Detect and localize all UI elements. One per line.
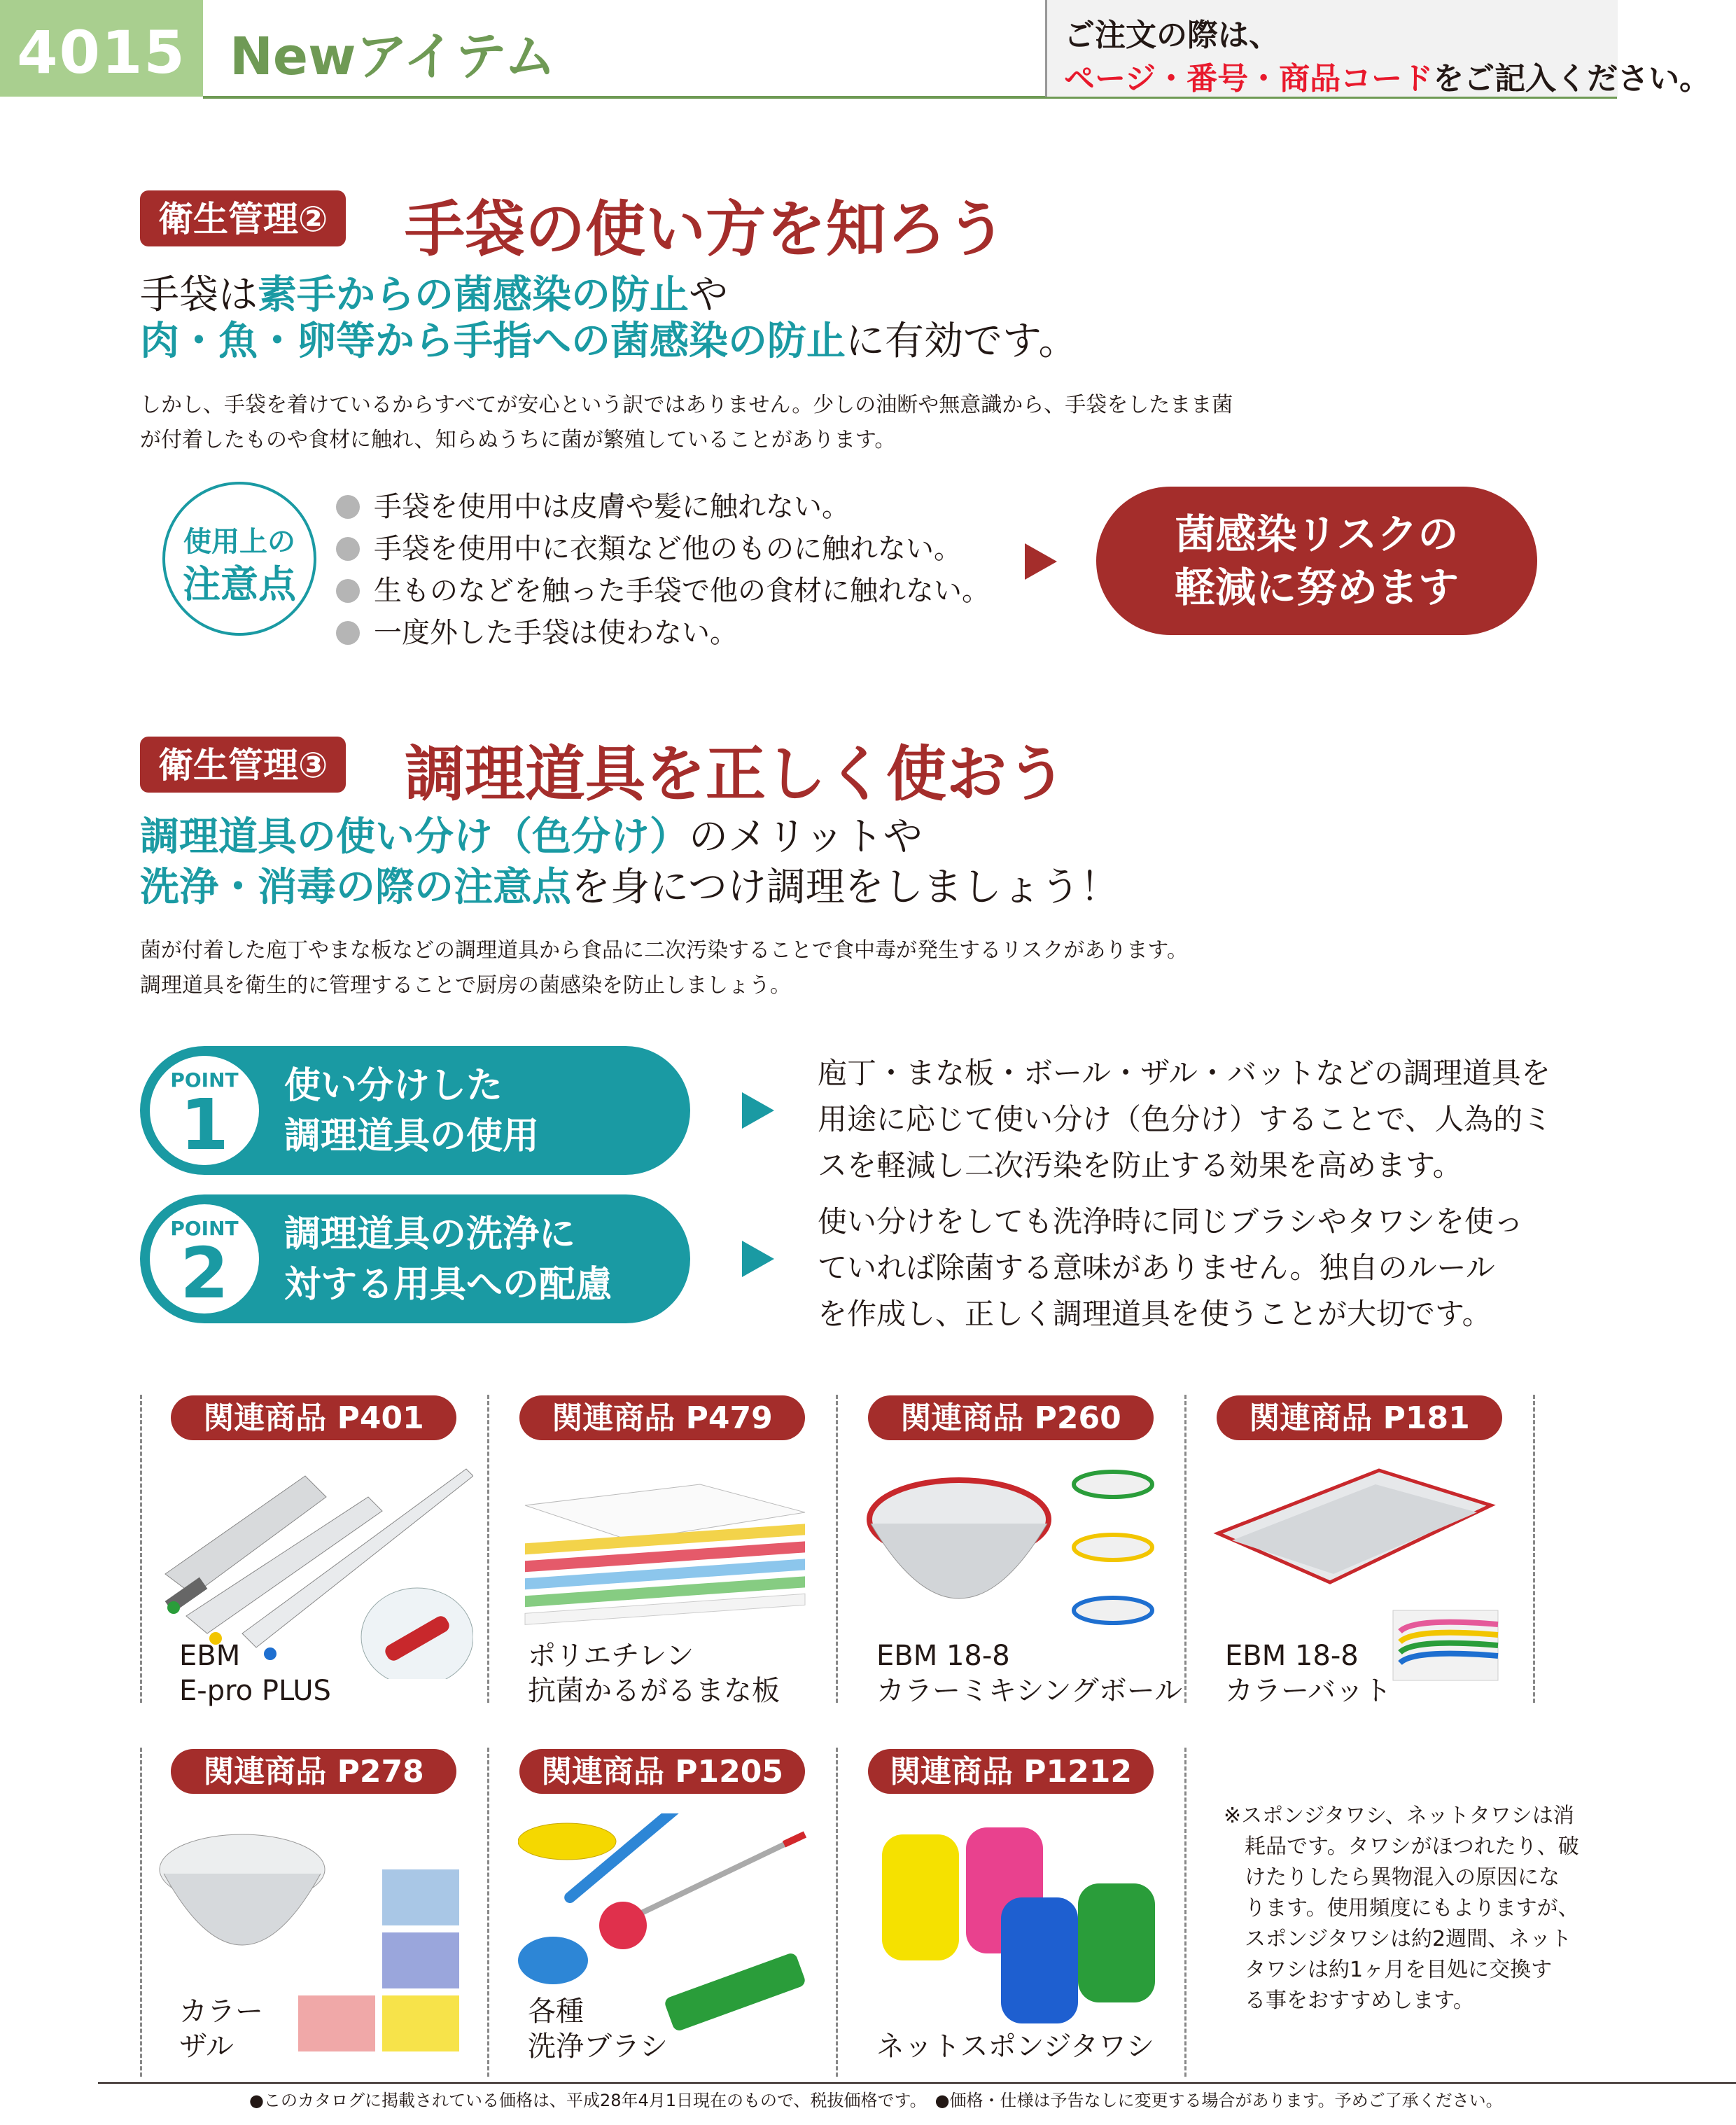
point-1-title-line1: 使い分けした xyxy=(284,1065,503,1107)
product-name: ネットスポンジタワシ xyxy=(876,2030,1154,2063)
product-name: ポリエチレン 抗菌かるがるまな板 xyxy=(528,1640,780,1707)
related-product-p181[interactable]: 関連商品 P181 xyxy=(1217,1395,1502,1440)
gloves-body-line1: しかし、手袋を着けているからすべてが安心という訳ではありません。少しの油断や無意識から、手袋をしたまま菌 xyxy=(140,393,1233,417)
product-name: 各種 洗浄ブラシ xyxy=(528,1995,668,2063)
section-heading-gloves: 手袋の使い方を知ろう xyxy=(405,194,1007,265)
grid-divider xyxy=(836,1395,838,1703)
point-1-number: 1 xyxy=(180,1084,229,1166)
section-badge-hygiene-2: 衛生管理② xyxy=(140,190,346,246)
footer-note: ●このカタログに掲載されている価格は、平成28年4月1日現在のもので、税抜価格です。 ●価格・仕様は予告なしに変更する場合があります。予めご了承ください。 xyxy=(249,2091,1503,2110)
order-note-highlight: ページ・番号・商品コード xyxy=(1064,61,1434,97)
point-1-label: POINT xyxy=(170,1068,239,1092)
gloves-body-line2: が付着したものや食材に触れ、知らぬうちに菌が繁殖していることがあります。 xyxy=(140,428,896,452)
bullet-dot-icon xyxy=(336,495,360,519)
section-title: Newアイテム xyxy=(230,27,556,87)
related-product-p1212[interactable]: 関連商品 P1212 xyxy=(868,1749,1154,1794)
sponge-footnote: ※スポンジタワシ、ネットタワシは消 耗品です。タワシがほつれたり、破 けたりしたら異物混入の原因にな ります。使用頻度にもよりますが、 スポンジタワシは約2週間、ネット タワシは約1ヶ月を目処に交換す る事をおすすめします。 xyxy=(1224,1804,1579,2013)
point-2-title-line2: 対する用具への配慮 xyxy=(284,1264,612,1306)
usage-notes-label-main: 注意点 xyxy=(183,562,296,606)
tools-lead-line1: 調理道具の使い分け（色分け）のメリットや xyxy=(140,814,923,860)
point-2-title-line1: 調理道具の洗浄に xyxy=(284,1213,576,1255)
grid-divider xyxy=(487,1748,489,2077)
arrow-right-icon xyxy=(742,1241,774,1277)
list-item: 生ものなどを触った手袋で他の食材に触れない。 xyxy=(336,570,990,612)
product-name: EBM 18-8 カラーミキシングボール xyxy=(876,1640,1182,1707)
list-item: 手袋を使用中に衣類など他のものに触れない。 xyxy=(336,528,990,570)
tools-lead-line2: 洗浄・消毒の際の注意点を身につけ調理をしましょう！ xyxy=(140,865,1119,910)
product-name: EBM 18-8 カラーバット xyxy=(1225,1640,1392,1707)
tools-body-line1: 菌が付着した庖丁やまな板などの調理道具から食品に二次汚染することで食中毒が発生するリスクがあります。 xyxy=(140,938,1188,963)
bullet-dot-icon xyxy=(336,579,360,603)
risk-line2: 軽減に努めます xyxy=(1174,564,1459,611)
list-item: 手袋を使用中は皮膚や髪に触れない。 xyxy=(336,486,990,528)
grid-divider xyxy=(836,1748,838,2077)
bullet-dot-icon xyxy=(336,537,360,561)
net-sponge-image xyxy=(868,1813,1162,2030)
risk-line1: 菌感染リスクの xyxy=(1175,510,1459,558)
order-note-line1: ご注文の際は、 xyxy=(1064,18,1280,53)
section-heading-tools: 調理道具を正しく使おう xyxy=(405,739,1067,809)
mixing-bowl-image xyxy=(861,1463,1162,1645)
gloves-lead-line1: 手袋は素手からの菌感染の防止や xyxy=(140,272,728,318)
section-badge-hygiene-3: 衛生管理③ xyxy=(140,737,346,793)
point-2-label: POINT xyxy=(170,1217,239,1240)
list-item: 一度外した手袋は使わない。 xyxy=(336,612,990,654)
cutting-board-stack-image xyxy=(518,1477,812,1631)
grid-divider xyxy=(1184,1395,1186,1703)
arrow-right-icon xyxy=(742,1092,774,1129)
grid-divider xyxy=(140,1395,142,1703)
grid-divider xyxy=(1184,1748,1186,2077)
related-product-p401[interactable]: 関連商品 P401 xyxy=(171,1395,456,1440)
product-name: EBM E-pro PLUS xyxy=(179,1640,331,1707)
related-product-p260[interactable]: 関連商品 P260 xyxy=(868,1395,1154,1440)
order-note-tail: をご記入ください。 xyxy=(1433,61,1711,97)
arrow-right-icon xyxy=(1025,543,1057,580)
order-note-line2 xyxy=(1064,53,1710,98)
point-1-description: 庖丁・まな板・ボール・ザル・バットなどの調理道具を 用途に応じて使い分け（色分け）することで、人為的ミ スを軽減し二次汚染を防止する効果を高めます。 xyxy=(818,1056,1553,1183)
product-name: カラー ザル xyxy=(179,1995,263,2063)
grid-divider xyxy=(1533,1395,1535,1703)
related-product-p278[interactable]: 関連商品 P278 xyxy=(171,1749,456,1794)
page-number: 4015 xyxy=(0,0,203,97)
related-product-p1205[interactable]: 関連商品 P1205 xyxy=(519,1749,805,1794)
gloves-lead-line2: 肉・魚・卵等から手指への菌感染の防止に有効です。 xyxy=(140,319,1078,364)
point-2-number: 2 xyxy=(180,1232,229,1314)
tools-body-line2: 調理道具を衛生的に管理することで厨房の菌感染を防止しましょう。 xyxy=(140,973,791,998)
usage-notes-label-top: 使用上の xyxy=(183,526,295,558)
grid-divider xyxy=(140,1748,142,2077)
point-2-description: 使い分けをしても洗浄時に同じブラシやタワシを使っ ていれば除菌する意味がありません。独自のルール を作成し、正しく調理道具を使うことが大切です。 xyxy=(818,1204,1524,1331)
bullet-dot-icon xyxy=(336,621,360,645)
risk-reduction-pill xyxy=(1096,487,1537,635)
grid-divider xyxy=(487,1395,489,1703)
glove-notes-list xyxy=(336,486,990,654)
point-1-title-line2: 調理道具の使用 xyxy=(284,1115,540,1157)
footer-rule xyxy=(98,2082,1736,2084)
related-product-p479[interactable]: 関連商品 P479 xyxy=(519,1395,805,1440)
